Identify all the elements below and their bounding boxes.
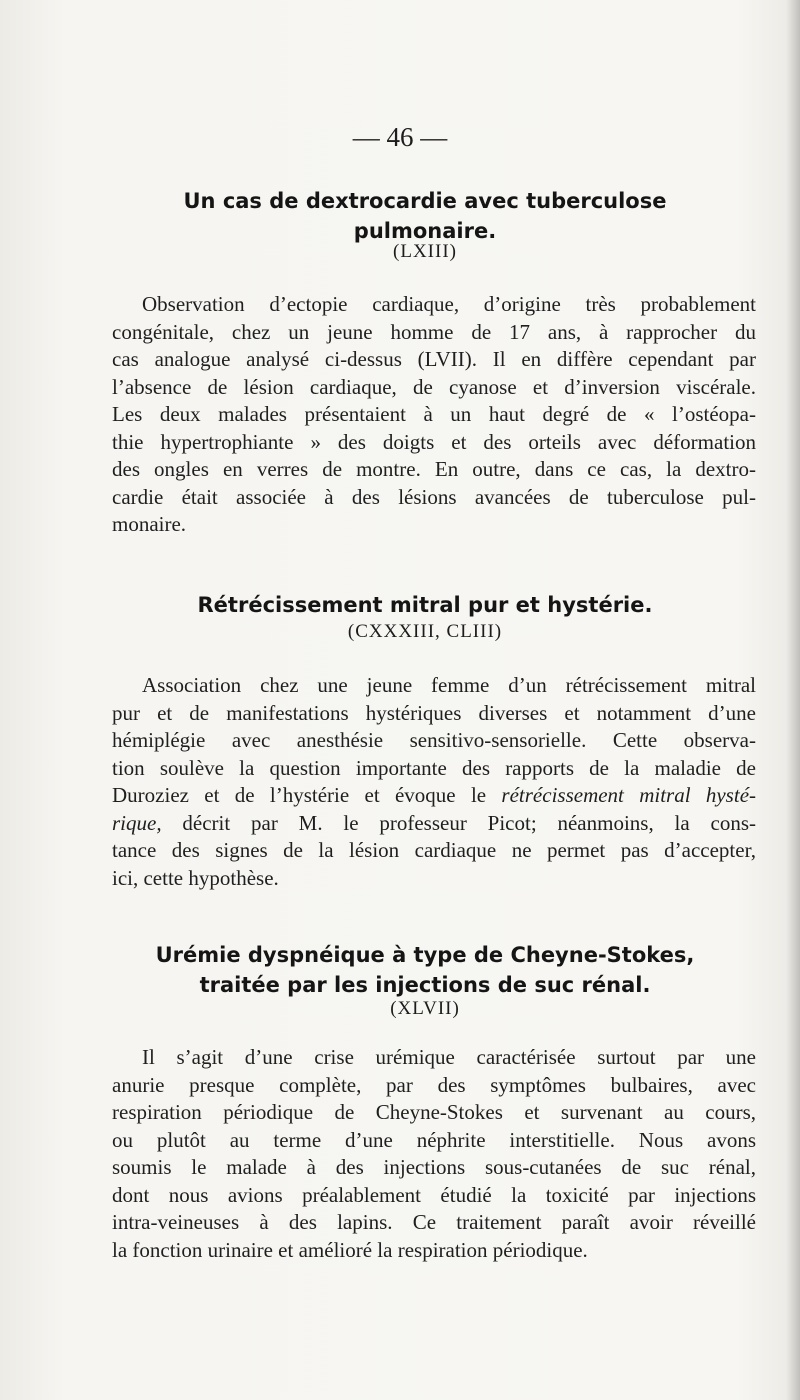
body-line: intra-veineuses à des lapins. Ce traitement paraît avoir réveillé [112, 1210, 756, 1234]
body-line [112, 782, 756, 810]
body-line: Association chez une jeune femme d’un rétrécissement mitral [142, 673, 756, 697]
body-line: ou plutôt au terme d’une néphrite interstitielle. Nous avons [112, 1127, 756, 1152]
section-title-line: traitée par les injections de suc rénal. [199, 973, 651, 997]
body-line: hémiplégie avec anesthésie sensitivo-sensorielle. Cette observa- [112, 728, 756, 752]
section-title-line: Urémie dyspnéique à type de Cheyne-Stokes, [155, 943, 695, 967]
body-line: congénitale, chez un jeune homme de 17 ans, à rapprocher du [112, 319, 756, 344]
body-line: tance des signes de la lésion cardiaque ne permet pas d’accepter, [112, 838, 756, 862]
section-body [112, 1044, 756, 1264]
body-line: thie hypertrophiante » des doigts et des orteils avec déformation [112, 429, 756, 454]
section-title-line: Rétrécissement mitral pur et hystérie. [197, 593, 653, 617]
body-line: pur et de manifestations hystériques diverses et notamment d’une [112, 700, 756, 725]
body-line: cas analogue analysé ci-dessus (LVII). Il en diffère cependant par [112, 347, 756, 371]
body-line: soumis le malade à des injections sous-cutanées de suc rénal, [112, 1155, 756, 1179]
section-reference: (CXXXIII, CLIII) [347, 621, 503, 642]
body-line [112, 810, 756, 838]
italic-phrase: rétrécissement mitral hysté- [501, 783, 757, 807]
body-line: dont nous avions préalablement étudié la toxicité par injections [112, 1182, 756, 1207]
body-line: des ongles en verres de montre. En outre, dans ce cas, la dextro- [112, 457, 756, 481]
section-reference: (XLVII) [390, 998, 460, 1019]
section-title [110, 590, 740, 620]
body-line: Les deux malades présentaient à un haut degré de « l’ostéopa- [112, 402, 756, 426]
body-line: Observation d’ectopie cardiaque, d’origine très probablement [142, 292, 756, 316]
section-title [110, 186, 740, 246]
body-text: décrit par M. le professeur Picot; néanmoins, la cons- [182, 810, 757, 835]
body-line: anurie presque complète, par des symptômes bulbaires, avec [112, 1072, 756, 1097]
body-line: ici, cette hypothèse. [112, 865, 279, 890]
body-line: monaire. [112, 512, 187, 536]
section-body [112, 291, 756, 539]
section-reference: (LXIII) [393, 241, 457, 262]
italic-phrase: rique, [112, 810, 162, 835]
section-title-line: pulmonaire. [353, 219, 497, 243]
body-line: l’absence de lésion cardiaque, de cyanose et d’inversion viscérale. [112, 374, 756, 399]
page-number: — 46 — [352, 122, 448, 152]
body-text: Duroziez et de l’hystérie et évoque le [112, 783, 487, 807]
section-title-line: Un cas de dextrocardie avec tuberculose [183, 189, 667, 213]
body-line: la fonction urinaire et amélioré la respiration périodique. [112, 1237, 588, 1262]
body-line: cardie était associée à des lésions avancées de tuberculose pul- [112, 484, 756, 509]
section-body [112, 672, 756, 892]
body-line: respiration périodique de Cheyne-Stokes et survenant au cours, [112, 1100, 756, 1124]
body-line: tion soulève la question importante des rapports de la maladie de [112, 755, 756, 780]
section-title [110, 940, 740, 1000]
body-line: Il s’agit d’une crise urémique caractérisée surtout par une [142, 1045, 756, 1069]
